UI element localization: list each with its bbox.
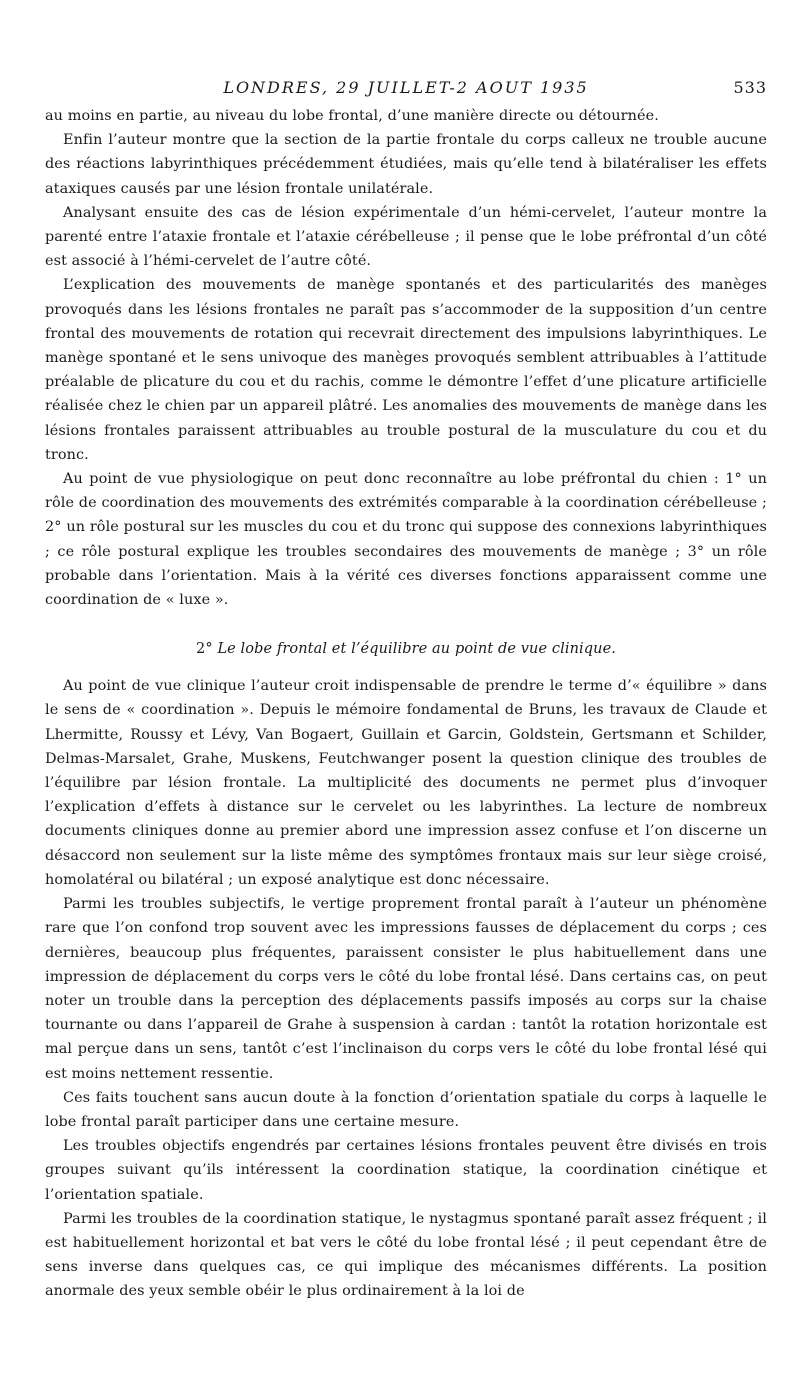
section-title: Le lobe frontal et l’équilibre au point de vue clinique. [217, 641, 616, 658]
section-number: 2° [196, 641, 213, 658]
paragraph-point-de-vue-clinique: Au point de vue clinique l’auteur croit indispensable de prendre le terme d’« équilibre » dans le sens de « coordination ». Depuis le mémoire fondamental de Bruns, les travaux de Claude et Lhermitte, Roussy et Lévy, Van Bogaert, Guillain et Garcin, Goldstein, Gertsmann et Schilder, Delmas-Marsalet, Grahe, Muskens, Feutchwanger posent la question clinique des troubles de l’équilibre par lésion frontale. La multiplicité des documents ne permet plus d’invoquer l’explication d’effets à distance sur le cervelet ou les labyrinthes. La lecture de nombreux documents cliniques donne au premier abord une impression assez confuse et l’on discerne un désaccord non seulement sur la liste même des symptômes frontaux mais sur leur siège croisé, homolatéral ou bilatéral ; un exposé analytique est donc nécessaire. [45, 678, 767, 888]
journal-page [45, 78, 767, 1304]
paragraph-mouvements-manege: L’explication des mouvements de manège spontanés et des particularités des manèges provoqués dans les lésions frontales ne paraît pas s’accommoder de la supposition d’un centre frontal des mouvements de rotation qui recevrait directement des impulsions labyrinthiques. Le manège spontané et le sens univoque des manèges provoqués semblent attribuables à l’attitude préalable de plicature du cou et du rachis, comme le démontre l’effet d’une plicature artificielle réalisée chez le chien par un appareil plâtré. Les anomalies des mouvements de manège dans les lésions frontales paraissent attribuables au trouble postural de la musculature du cou et du tronc. [45, 277, 767, 463]
paragraph-troubles-objectifs: Les troubles objectifs engendrés par certaines lésions frontales peuvent être divisés en trois groupes suivant qu’ils intéressent la coordination statique, la coordination cinétique et l’orientation spatiale. [45, 1138, 767, 1203]
section-heading [45, 638, 767, 660]
paragraph-orientation-spatiale: Ces faits touchent sans aucun doute à la fonction d’orientation spatiale du corps à laquelle le lobe frontal paraît participer dans une certaine mesure. [45, 1089, 767, 1130]
paragraph-coordination-statique: Parmi les troubles de la coordination statique, le nystagmus spontané paraît assez fréquent ; il est habituellement horizontal et bat vers le côté du lobe frontal lésé ; il peut cependant être de sens inverse dans quelques cas, ce qui implique des mécanismes différents. La position anormale des yeux semble obéir le plus ordinairement à la loi de [45, 1210, 767, 1300]
paragraph-hemi-cervelet: Analysant ensuite des cas de lésion expérimentale d’un hémi-cervelet, l’auteur montre la parenté entre l’ataxie frontale et l’ataxie cérébelleuse ; il pense que le lobe préfrontal d’un côté est associé à l’hémi-cervelet de l’autre côté. [45, 204, 767, 270]
paragraph-corps-calleux: Enfin l’auteur montre que la section de la partie frontale du corps calleux ne trouble aucune des réactions labyrinthiques précédemment étudiées, mais qu’elle tend à bilatéraliser les effets ataxiques causés par une lésion frontale unilatérale. [45, 132, 767, 197]
running-title: LONDRES, 29 JUILLET-2 AOUT 1935 [223, 78, 589, 97]
paragraph-point-de-vue-physiologique: Au point de vue physiologique on peut donc reconnaître au lobe préfrontal du chien : 1° un rôle de coordination des mouvements des extrémités comparable à la coordination cérébelleuse ; 2° un rôle postural sur les muscles du cou et du tronc qui suppose des connexions labyrinthiques ; ce rôle postural explique les troubles secondaires des mouvements de manège ; 3° un rôle probable dans l’orientation. Mais à la vérité ces diverses fonctions apparaissent comme une coordination de « luxe ». [45, 471, 767, 609]
article-body [45, 104, 767, 1304]
running-head [45, 78, 767, 104]
paragraph-troubles-subjectifs: Parmi les troubles subjectifs, le vertige proprement frontal paraît à l’auteur un phénomène rare que l’on confond trop souvent avec les impressions fausses de déplacement du corps ; ces dernières, beaucoup plus fréquentes, paraissent consister le plus habituellement dans une impression de déplacement du corps vers le côté du lobe frontal lésé. Dans certains cas, on peut noter un trouble dans la perception des déplacements passifs imposés au corps sur la chaise tournante ou dans l’appareil de Grahe à suspension à cardan : tantôt la rotation horizontale est mal perçue dans un sens, tantôt c’est l’inclinaison du corps vers le côté du lobe frontal lésé qui est moins nettement ressentie. [45, 896, 767, 1082]
paragraph-continuation: au moins en partie, au niveau du lobe frontal, d’une manière directe ou détournée. [45, 108, 659, 124]
page-number: 533 [733, 78, 767, 97]
